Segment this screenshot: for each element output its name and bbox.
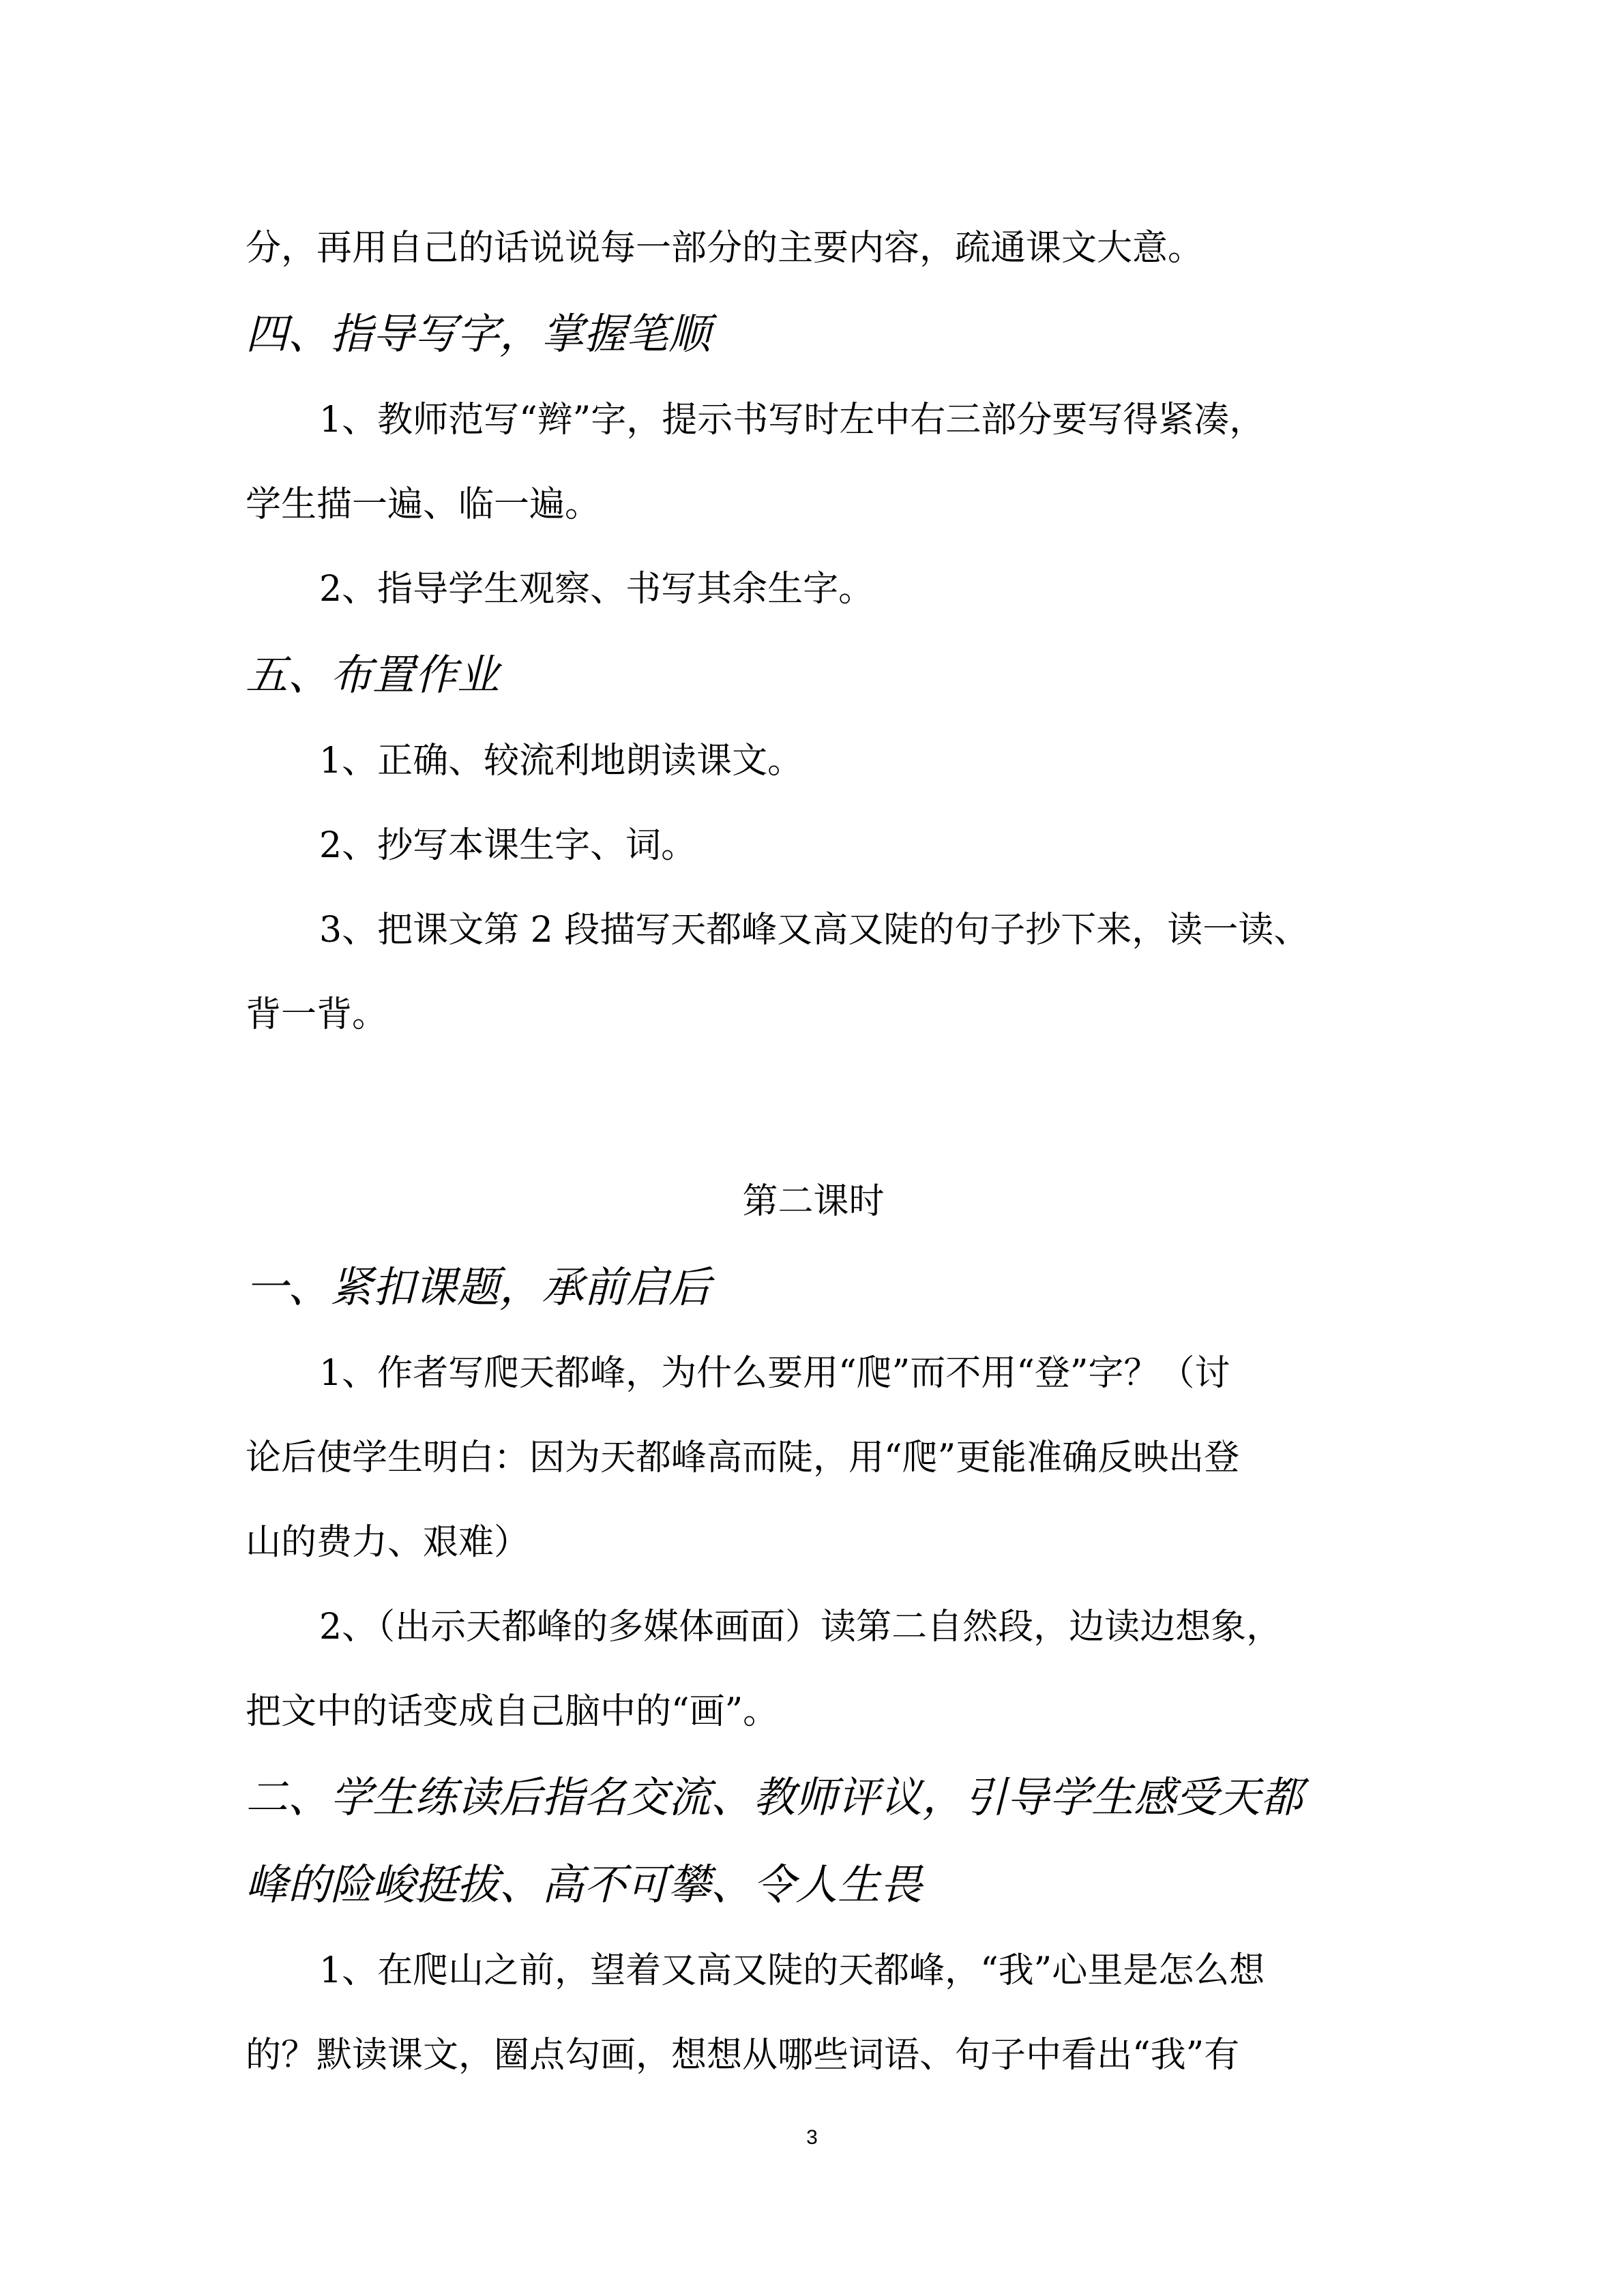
section-heading: 一、紧扣课题，承前启后 — [246, 1262, 711, 1312]
section-heading: 五、布置作业 — [246, 650, 500, 700]
document-body — [246, 206, 1381, 2098]
section-heading-continued: 峰的险峻挺拔、高不可攀、令人生畏 — [246, 1860, 923, 1909]
paragraph-line: 1、教师范写“辫”字，提示书写时左中右三部分要写得紧凑， — [319, 400, 1265, 441]
section-heading: 四、指导写字，掌握笔顺 — [246, 309, 711, 359]
section-heading: 二、学生练读后指名交流、教师评议，引导学生感受天都 — [246, 1772, 1303, 1822]
paragraph-line: 1、作者写爬天都峰，为什么要用“爬”而不用“登”字？（讨 — [319, 1353, 1230, 1394]
page-number: 3 — [806, 2126, 818, 2149]
section-gap — [246, 1057, 1381, 1159]
paragraph-line: 2、（出示天都峰的多媒体画面）读第二自然段，边读边想象， — [319, 1607, 1282, 1648]
paragraph-line: 把文中的话变成自己脑中的“画”。 — [246, 1691, 779, 1732]
paragraph-line: 1、在爬山之前，望着又高又陡的天都峰，“我”心里是怎么想 — [319, 1950, 1265, 1991]
paragraph-line: 2、指导学生观察、书写其余生字。 — [319, 569, 874, 610]
paragraph-line: 1、正确、较流利地朗读课文。 — [319, 741, 803, 781]
paragraph-line: 学生描一遍、临一遍。 — [246, 484, 601, 525]
paragraph-line: 论后使学生明白：因为天都峰高而陡，用“爬”更能准确反映出登 — [246, 1437, 1240, 1478]
paragraph-line: 的？默读课文，圈点勾画，想想从哪些词语、句子中看出“我”有 — [246, 2035, 1240, 2076]
paragraph-line: 2、抄写本课生字、词。 — [319, 825, 697, 866]
paragraph-line: 山的费力、艰难） — [246, 1522, 530, 1563]
lesson-title: 第二课时 — [742, 1181, 885, 1222]
paragraph-line: 分，再用自己的话说说每一部分的主要内容，疏通课文大意。 — [246, 228, 1204, 269]
paragraph-line: 3、把课文第 2 段描写天都峰又高又陡的句子抄下来，读一读、 — [319, 910, 1310, 951]
paragraph-line: 背一背。 — [246, 994, 388, 1035]
